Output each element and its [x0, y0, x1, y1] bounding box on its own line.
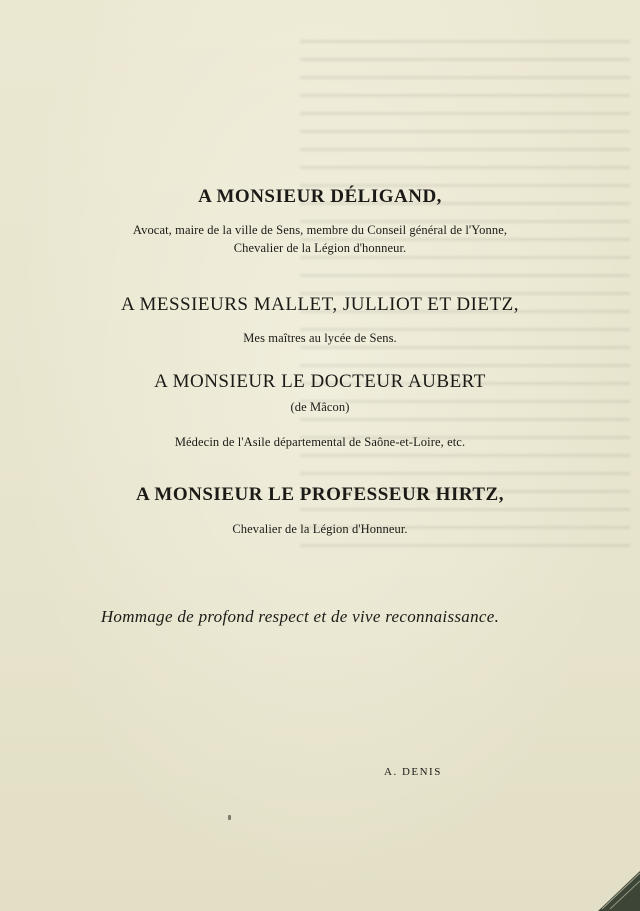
dedication-heading-deligand: A MONSIEUR DÉLIGAND, — [198, 186, 442, 207]
dedication-heading-aubert: A MONSIEUR LE DOCTEUR AUBERT — [154, 371, 486, 392]
dedication-masters-line-1: Mes maîtres au lycée de Sens. — [243, 331, 397, 345]
dedication-aubert-line-1: (de Mâcon) — [290, 400, 350, 414]
homage-line: Hommage de profond respect et de vive reconnaissance. — [100, 607, 500, 626]
dedication-deligand-line-1: Avocat, maire de la ville de Sens, membre du Conseil général de l'Yonne, — [132, 223, 508, 237]
ink-speck — [228, 815, 231, 820]
page-corner-mark — [580, 851, 640, 911]
dedication-deligand-line-2: Chevalier de la Légion d'honneur. — [233, 241, 407, 255]
dedication-aubert-line-2: Médecin de l'Asile départemental de Saône-et-Loire, etc. — [174, 435, 466, 449]
dedication-hirtz-line-1: Chevalier de la Légion d'Honneur. — [232, 522, 408, 536]
author-signature: A. DENIS — [384, 766, 442, 778]
dedication-heading-masters: A MESSIEURS MALLET, JULLIOT ET DIETZ, — [121, 294, 519, 315]
dedication-heading-hirtz: A MONSIEUR LE PROFESSEUR HIRTZ, — [136, 484, 504, 505]
